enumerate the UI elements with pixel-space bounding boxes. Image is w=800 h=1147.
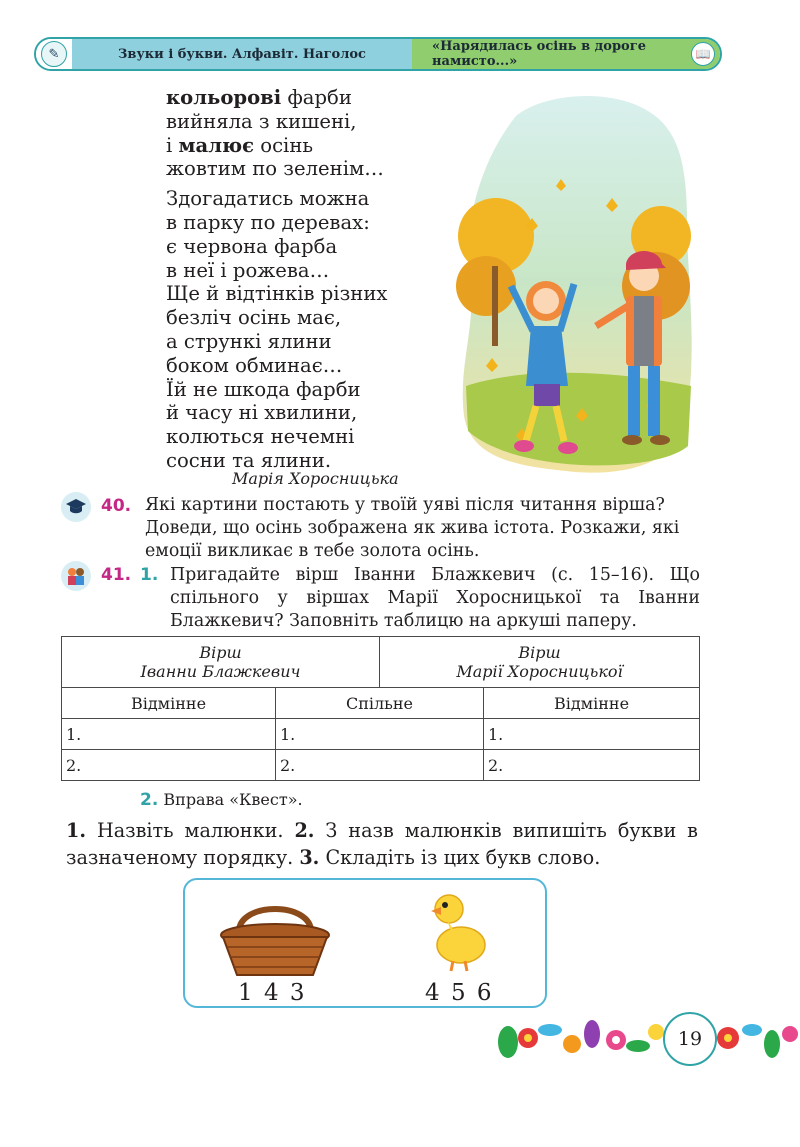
poem bbox=[166, 86, 456, 473]
task-40-text: Які картини постають у твоїй уяві після читання вірша? Доведи, що осінь зображена як жива істота. Розкажи, які емоції викликає в тебе золота осінь. bbox=[145, 495, 680, 561]
table-header-right: Вірш Марії Хоросницької bbox=[380, 637, 700, 688]
comparison-table bbox=[61, 636, 700, 781]
task-41-number: 41. bbox=[101, 565, 132, 585]
poem-line: безліч осінь має, bbox=[166, 306, 342, 330]
poem-line: жовтим по зеленім… bbox=[166, 157, 384, 181]
autumn-children-illustration bbox=[456, 86, 696, 476]
basket-icon bbox=[217, 895, 333, 979]
poem-line: й часу ні хвилини, bbox=[166, 401, 358, 425]
poem-line: боком обминає… bbox=[166, 353, 343, 377]
column-header: Відмінне bbox=[484, 688, 700, 719]
page-header bbox=[34, 37, 722, 71]
graduation-cap-icon bbox=[61, 492, 91, 522]
poem-line: Ще й відтінків різних bbox=[166, 282, 388, 306]
column-header: Спільне bbox=[276, 688, 484, 719]
task-41-text: Пригадайте вірш Іванни Блажкевич (с. 15–16). Що спільного у віршах Марії Хоросницької та Іванни Блажкевич? Заповніть таблицю на аркуші паперу. bbox=[170, 565, 700, 631]
poem-line: сосни та ялини. bbox=[166, 448, 332, 472]
task-41-subnumber-1: 1. bbox=[140, 565, 159, 585]
basket-digits: 1 4 3 bbox=[238, 980, 307, 1006]
poem-line: Здогадатись можна bbox=[166, 187, 370, 211]
book-icon: 📖 bbox=[691, 42, 715, 66]
poem-line: є червона фарба bbox=[166, 234, 338, 258]
poem-line: в парку по деревах: bbox=[166, 210, 370, 234]
quest-instructions: 1. Назвіть малюнки. 2. З назв малюнків випишіть букви в зазначеному порядку. 3. Складіть із цих букв слово. bbox=[66, 819, 698, 869]
section-title: Звуки і букви. Алфавіт. Наголос bbox=[72, 39, 412, 69]
poem-author: Марія Хоросницька bbox=[232, 469, 399, 488]
table-row: 2. 2. 2. bbox=[62, 750, 700, 781]
floral-ornament bbox=[488, 1008, 800, 1068]
poem-line: в неї і рожева… bbox=[166, 258, 330, 282]
table-header-left: Вірш Іванни Блажкевич bbox=[62, 637, 380, 688]
pen-icon: ✎ bbox=[41, 41, 67, 67]
duckling-icon bbox=[425, 885, 491, 977]
poem-line: Їй не шкода фарби bbox=[166, 377, 361, 401]
lesson-title: «Нарядилась осінь в дороге намисто...» bbox=[412, 39, 686, 69]
column-header: Відмінне bbox=[62, 688, 276, 719]
quest-picture-box bbox=[183, 878, 547, 1008]
quest-label: 2. Вправа «Квест». bbox=[140, 790, 303, 810]
duckling-digits: 4 5 6 bbox=[425, 980, 494, 1006]
poem-line: і малює осінь bbox=[166, 133, 314, 157]
poem-line: а стрункі ялини bbox=[166, 329, 332, 353]
poem-line: колються нечемні bbox=[166, 425, 355, 449]
page-number: 19 bbox=[663, 1012, 717, 1066]
poem-line: вийняла з кишені, bbox=[166, 109, 357, 133]
task-40-number: 40. bbox=[101, 496, 132, 516]
poem-line: кольорові фарби bbox=[166, 86, 352, 109]
table-row: 1. 1. 1. bbox=[62, 719, 700, 750]
children-pair-icon bbox=[61, 561, 91, 591]
